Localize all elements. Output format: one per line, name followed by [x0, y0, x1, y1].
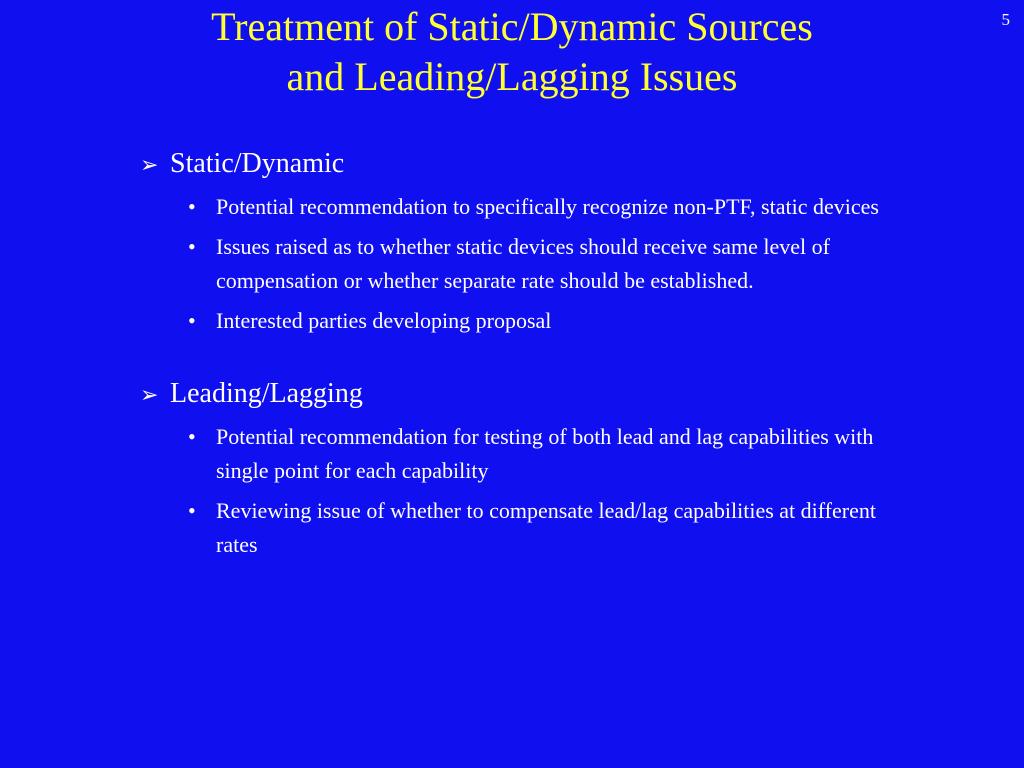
section-leading-lagging	[140, 374, 940, 562]
bullet-item	[188, 304, 916, 338]
bullet-text: Reviewing issue of whether to compensate lead/lag capabilities at different rates	[216, 498, 876, 557]
bullet-text: Issues raised as to whether static devices should receive same level of compensation or whether separate rate should be established.	[216, 234, 830, 293]
section-header-label: Static/Dynamic	[170, 148, 345, 179]
bullet-item	[188, 190, 916, 224]
bullet-dot-icon: •	[188, 424, 196, 449]
bullet-item	[188, 230, 916, 298]
slide-content	[140, 144, 940, 598]
section-header	[140, 374, 940, 416]
bullet-list	[140, 190, 940, 338]
arrow-bullet-icon: ➢	[140, 153, 159, 178]
section-header-label: Leading/Lagging	[170, 378, 363, 409]
section-header	[140, 144, 940, 186]
page-number: 5	[1001, 10, 1010, 29]
bullet-text: Interested parties developing proposal	[216, 308, 552, 333]
bullet-item	[188, 420, 916, 488]
bullet-dot-icon: •	[188, 234, 196, 259]
bullet-item	[188, 494, 916, 562]
section-static-dynamic	[140, 144, 940, 338]
title-line-1: Treatment of Static/Dynamic Sources	[211, 4, 813, 49]
bullet-dot-icon: •	[188, 308, 196, 333]
bullet-dot-icon: •	[188, 194, 196, 219]
bullet-text: Potential recommendation for testing of both lead and lag capabilities with single point for each capability	[216, 424, 874, 483]
arrow-bullet-icon: ➢	[140, 383, 159, 408]
bullet-list	[140, 420, 940, 562]
bullet-dot-icon: •	[188, 498, 196, 523]
bullet-text: Potential recommendation to specifically recognize non-PTF, static devices	[216, 194, 879, 219]
title-line-2: and Leading/Lagging Issues	[286, 54, 738, 99]
slide-title	[0, 2, 1024, 102]
